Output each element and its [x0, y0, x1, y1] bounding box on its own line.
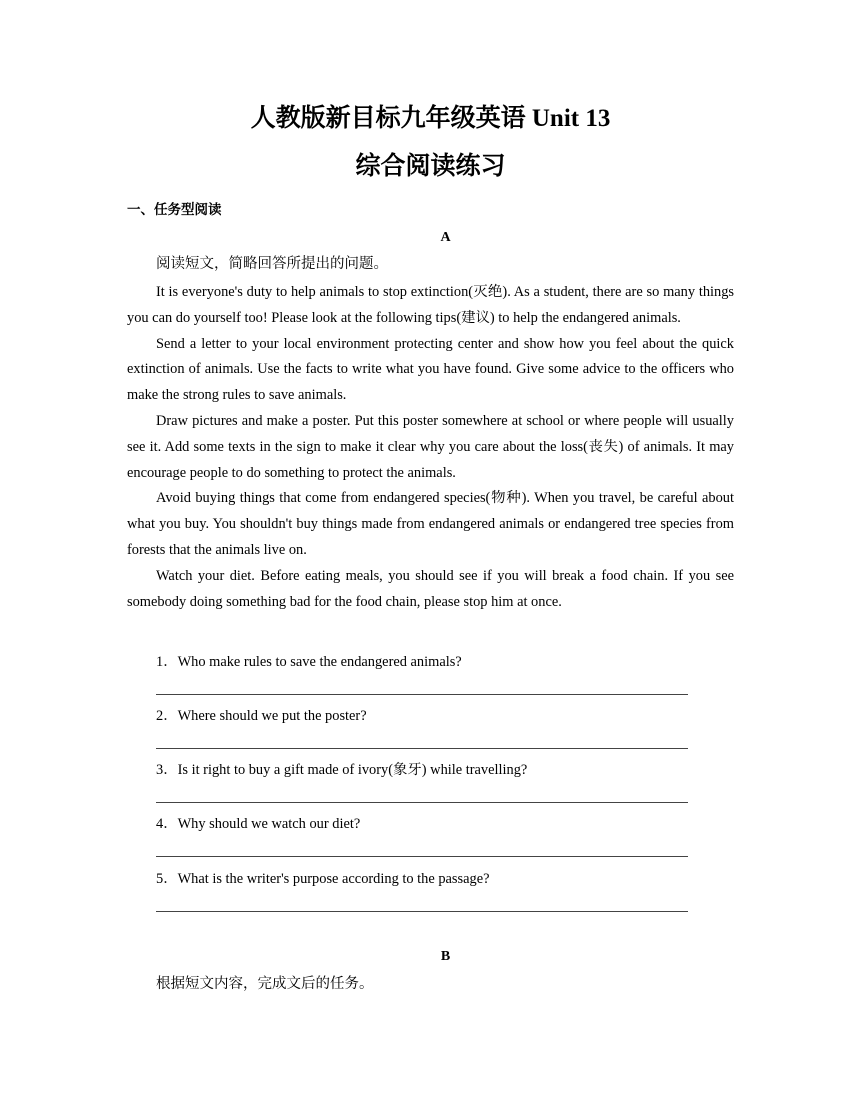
passage-paragraph: Watch your diet. Before eating meals, you should see if you will break a food chain. If you see somebody doing something bad for the food chain, please stop him at once.	[127, 567, 734, 610]
answer-line-5[interactable]	[156, 911, 688, 912]
question-1: 1．Who make rules to save the endangered animals?	[156, 654, 462, 670]
answer-line-3[interactable]	[156, 802, 688, 803]
question-5: 5．What is the writer's purpose according to the passage?	[156, 871, 490, 887]
answer-line-4[interactable]	[156, 856, 688, 857]
section-heading: 一、任务型阅读	[127, 202, 222, 218]
answer-line-1[interactable]	[156, 694, 688, 695]
document-title: 人教版新目标九年级英语 Unit 13	[250, 105, 611, 132]
passage-paragraph: Draw pictures and make a poster. Put this poster somewhere at school or where people will usually see it. Add some texts in the sign to make it clear why you care about the loss(丧失) of animals. It may encourage people to do something to protect the animals.	[127, 412, 734, 481]
part-a-label: A	[440, 230, 451, 245]
answer-line-2[interactable]	[156, 748, 688, 749]
part-b-label: B	[440, 949, 451, 964]
part-b-instruction: 根据短文内容，完成文后的任务。	[156, 976, 374, 992]
document-subtitle: 综合阅读练习	[355, 153, 506, 180]
passage	[127, 280, 734, 615]
question-2: 2．Where should we put the poster?	[156, 708, 367, 724]
part-a-instruction: 阅读短文，简略回答所提出的问题。	[156, 256, 388, 272]
question-3: 3．Is it right to buy a gift made of ivory(象牙) while travelling?	[156, 762, 528, 778]
question-4: 4．Why should we watch our diet?	[156, 816, 361, 832]
passage-paragraph: Avoid buying things that come from endangered species(物种). When you travel, be careful about what you buy. You shouldn't buy things made from endangered animals or endangered tree species from forests that the animals live on.	[127, 490, 734, 558]
passage-paragraph: It is everyone's duty to help animals to stop extinction(灭绝). As a student, there are so many things you can do yourself too! Please look at the following tips(建议) to help the endangered animals.	[127, 284, 734, 326]
passage-paragraph: Send a letter to your local environment protecting center and show how you feel about the quick extinction of animals. Use the facts to write what you have found. Give some advice to the officers who make the strong rules to save animals.	[127, 335, 734, 404]
